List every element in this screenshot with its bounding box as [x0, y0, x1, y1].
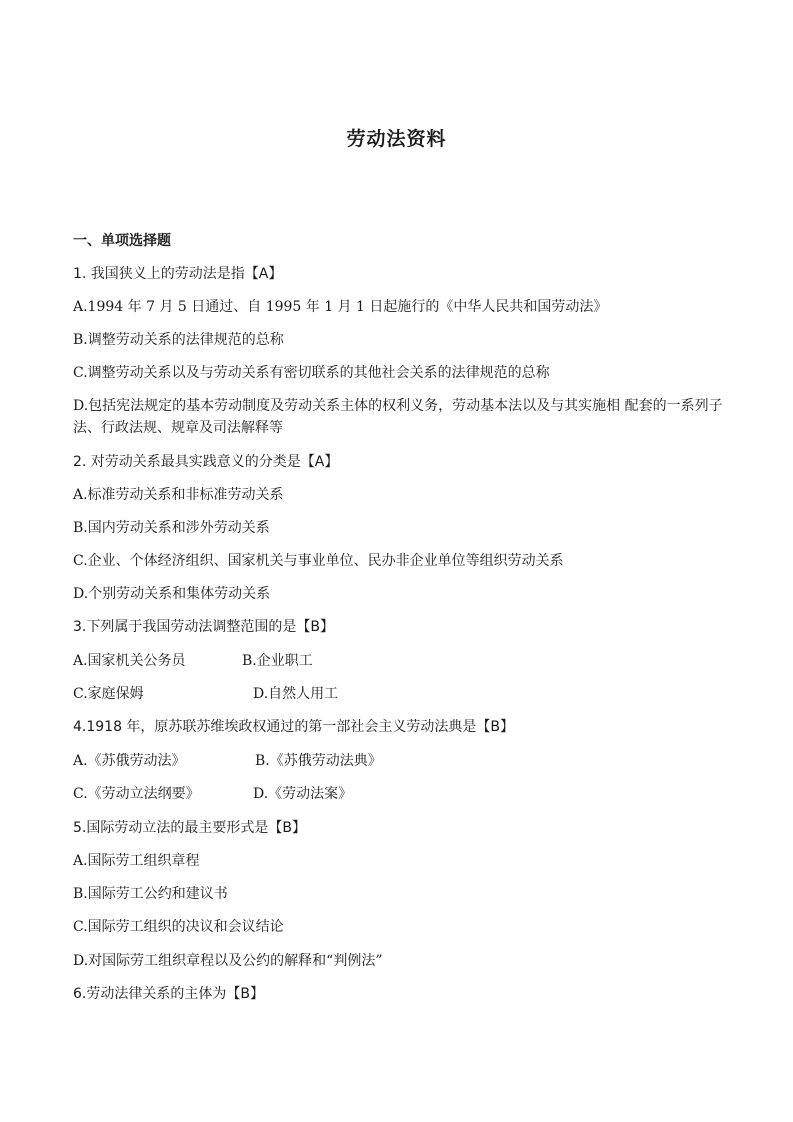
question-6: 6.劳动法律关系的主体为【B】 [73, 986, 264, 1002]
question-3: 3.下列属于我国劳动法调整范围的是【B】 [73, 619, 334, 635]
question-1-option-d: D.包括宪法规定的基本劳动制度及劳动关系主体的权利义务，劳动基本法以及与其实施相 配套的一系列子法、行政法规、规章及司法解释等 [73, 398, 723, 436]
question-5-option-c: C.国际劳工组织的决议和会议结论 [73, 919, 284, 935]
question-3-option-b: B.企业职工 [242, 653, 313, 669]
question-1-option-a: A.1994 年 7 月 5 日通过、自 1995 年 1 月 1 日起施行的《中华人民共和国劳动法》 [73, 299, 608, 315]
question-4-option-c: C.《劳动立法纲要》 [73, 786, 200, 802]
question-2-option-d: D.个别劳动关系和集体劳动关系 [73, 586, 271, 602]
question-5-option-a: A.国际劳工组织章程 [73, 853, 200, 869]
section-heading: 一、单项选择题 [73, 233, 171, 249]
question-2: 2. 对劳动关系最具实践意义的分类是【A】 [73, 454, 339, 470]
question-3-option-c: C.家庭保姆 [73, 686, 144, 702]
question-1-option-b: B.调整劳动关系的法律规范的总称 [73, 332, 284, 348]
question-1-option-c: C.调整劳动关系以及与劳动关系有密切联系的其他社会关系的法律规范的总称 [73, 365, 550, 381]
question-4-option-a: A.《苏俄劳动法》 [73, 753, 186, 769]
question-5: 5.国际劳动立法的最主要形式是【B】 [73, 820, 306, 836]
question-4: 4.1918 年，原苏联苏维埃政权通过的第一部社会主义劳动法典是【B】 [73, 719, 515, 735]
document-title: 劳动法资料 [346, 128, 447, 150]
question-1: 1. 我国狭义上的劳动法是指【A】 [73, 266, 283, 282]
question-2-option-a: A.标准劳动关系和非标准劳动关系 [73, 487, 284, 503]
question-3-option-a: A.国家机关公务员 [73, 653, 186, 669]
question-5-option-d: D.对国际劳工组织章程以及公约的解释和“判例法” [73, 953, 383, 969]
question-4-option-b: B.《苏俄劳动法典》 [255, 753, 382, 769]
question-2-option-c: C.企业、个体经济组织、国家机关与事业单位、民办非企业单位等组织劳动关系 [73, 553, 564, 569]
question-2-option-b: B.国内劳动关系和涉外劳动关系 [73, 520, 270, 536]
question-5-option-b: B.国际劳工公约和建议书 [73, 886, 228, 902]
question-3-option-d: D.自然人用工 [253, 686, 339, 702]
question-4-option-d: D.《劳动法案》 [253, 786, 353, 802]
